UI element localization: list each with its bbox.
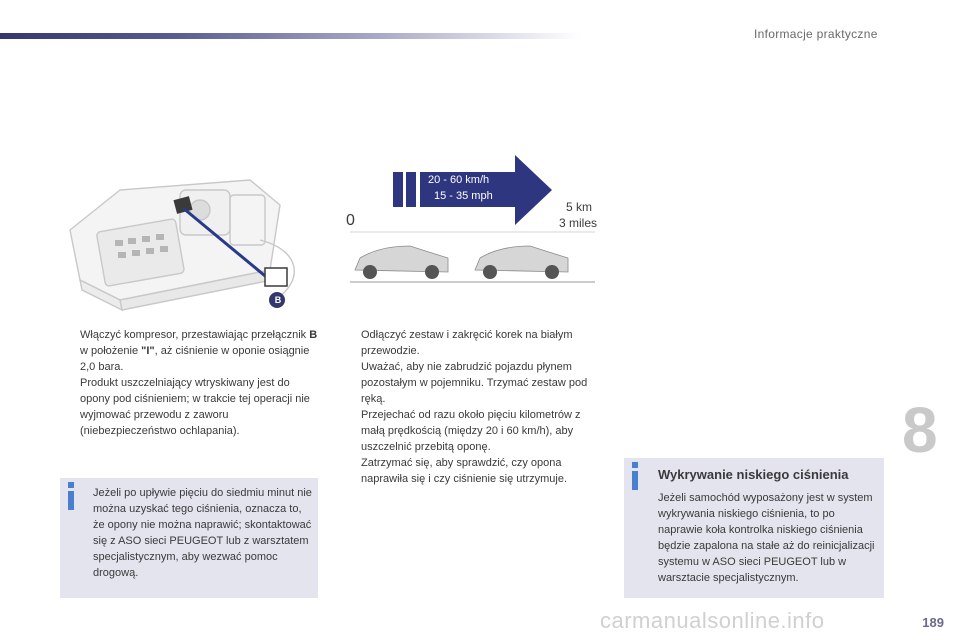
info-box-low-pressure — [624, 458, 884, 598]
instruction-text: Zatrzymać się, aby sprawdzić, czy opona naprawiła się i czy ciśnienie się utrzymuje. — [361, 457, 568, 485]
instruction-item — [341, 407, 606, 455]
section-title: Informacje praktyczne — [754, 27, 878, 41]
start-zero-label: 0 — [346, 212, 355, 229]
instruction-text: Odłączyć zestaw i zakręcić korek na białym przewodzie. — [361, 329, 573, 357]
compressor-illustration — [60, 150, 320, 315]
speed-kmh-label: 20 - 60 km/h — [428, 174, 490, 186]
instruction-item — [341, 455, 606, 487]
chapter-number: 8 — [902, 394, 938, 466]
info-box-title: Wykrywanie niskiego ciśnienia — [658, 467, 849, 482]
speed-mph-label: 15 - 35 mph — [434, 190, 493, 202]
info-box-warning — [60, 478, 318, 598]
info-icon — [630, 462, 640, 490]
instruction-item — [341, 327, 606, 407]
instructions-column-1 — [60, 327, 322, 439]
instruction-text: Przejechać od razu około pięciu kilometrów z małą prędkością (między 20 i 60 km/h), aby uszczelnić przebitą oponę. — [361, 409, 581, 453]
distance-miles-label: 3 miles — [559, 216, 598, 230]
distance-km-label: 5 km — [566, 200, 593, 214]
info-icon — [66, 482, 76, 510]
instruction-note: Uważać, aby nie zabrudzić pojazdu płynem pozostałym w pojemniku. Trzymać zestaw pod ręką. — [361, 361, 588, 405]
header-gradient-bar — [0, 33, 580, 39]
watermark-text: carmanualsonline.info — [600, 608, 825, 633]
page-number: 189 — [922, 615, 944, 630]
instruction-text: Włączyć kompresor, przestawiając przełącznik B w położenie "I", aż ciśnienie w oponie osiągnie 2,0 bara. — [80, 329, 318, 373]
instructions-column-2 — [341, 327, 606, 487]
callout-label-b: B — [274, 295, 282, 305]
info-box-text: Jeżeli po upływie pięciu do siedmiu minut nie można uzyskać tego ciśnienia, oznacza to, że opony nie można naprawić; skontaktować się z ASO sieci PEUGEOT lub z warsztatem specjalistycznym, aby wezwać pomoc drogową. — [93, 487, 312, 579]
instruction-note: Produkt uszczelniający wtryskiwany jest do opony pod ciśnieniem; w trakcie tej operacji nie wyjmować przewodu z zaworu (niebezpieczeństwo ochlapania). — [80, 377, 310, 437]
info-box-text: Jeżeli samochód wyposażony jest w system wykrywania niskiego ciśnienia, to po naprawie koła kontrolka niskiego ciśnienia będzie zapalona na stałe aż do reinicjalizacji systemu w ASO sieci PEUGEOT lub w warsztacie specjalistycznym. — [658, 492, 875, 584]
instruction-item — [60, 327, 322, 439]
